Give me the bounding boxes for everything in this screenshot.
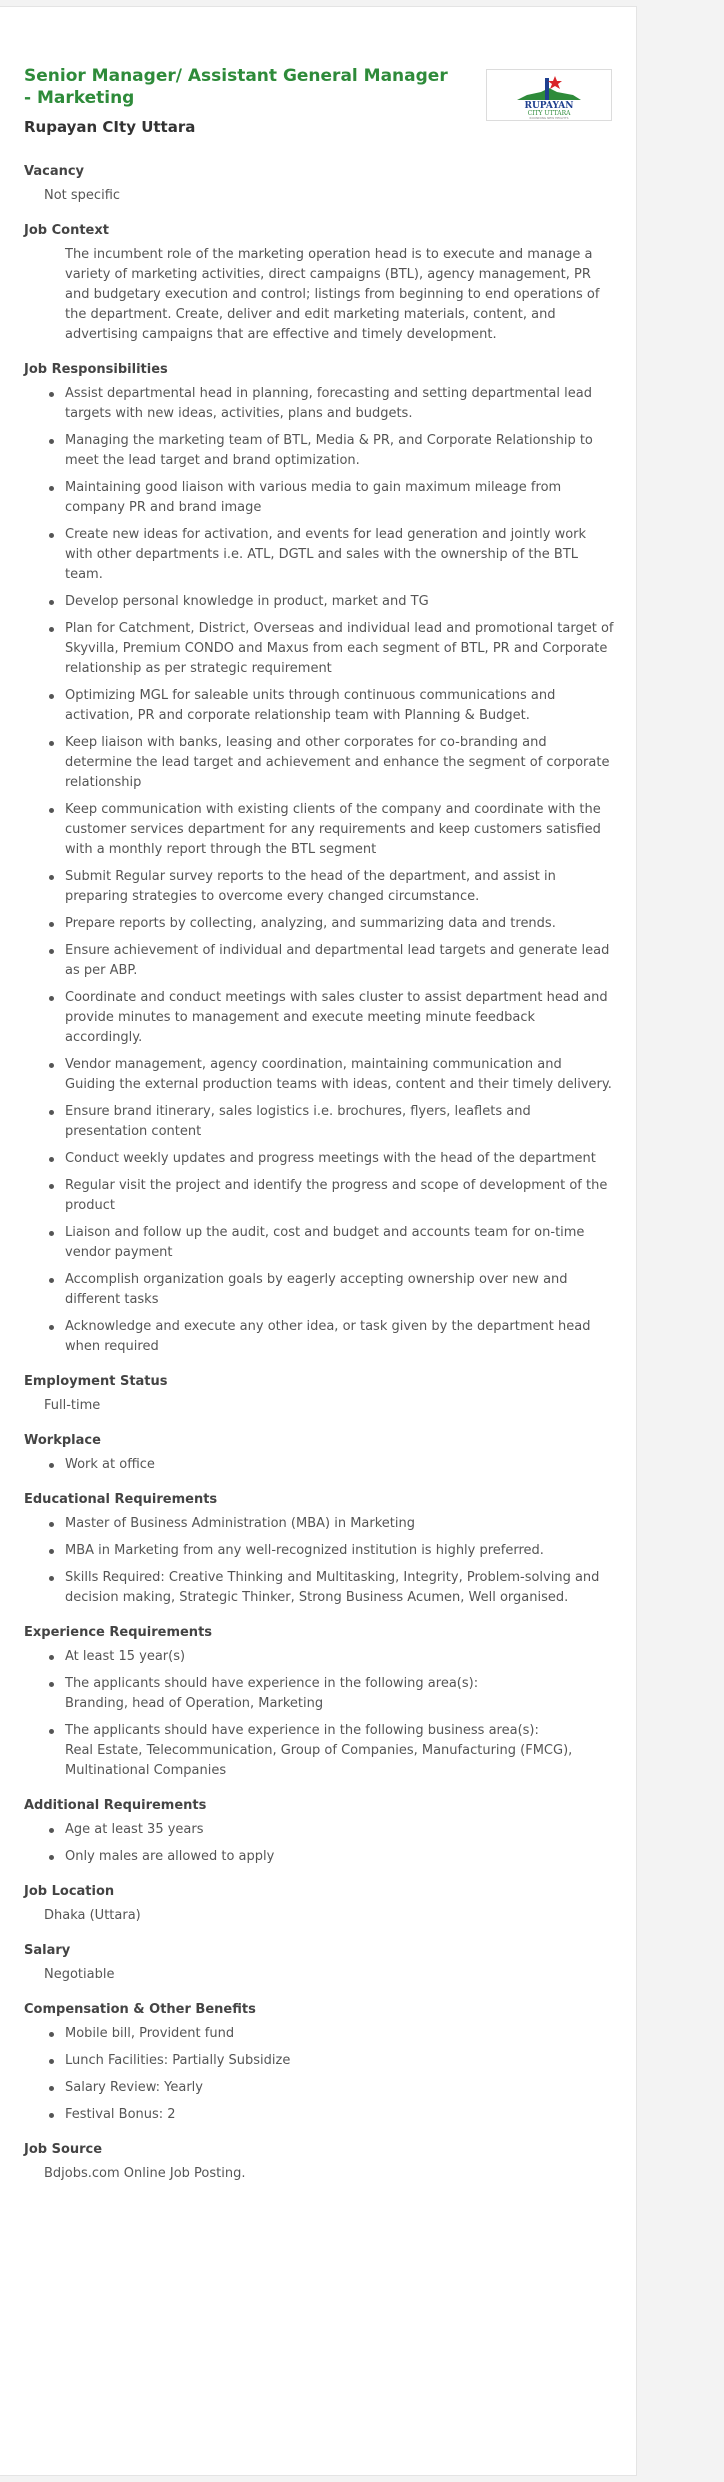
job-title: Senior Manager/ Assistant General Manager - Marketing xyxy=(24,66,448,108)
list-item: At least 15 year(s) xyxy=(65,1647,614,1667)
list-item: Ensure brand itinerary, sales logistics i.e. brochures, flyers, leaflets and presentation content xyxy=(65,1102,614,1142)
benefits-title: Compensation & Other Benefits xyxy=(24,2002,256,2017)
job-header xyxy=(24,65,454,137)
location-title: Job Location xyxy=(24,1884,115,1899)
education-title: Educational Requirements xyxy=(24,1492,218,1507)
list-item: Submit Regular survey reports to the head of the department, and assist in preparing strategies to overcome every changed circumstance. xyxy=(65,867,614,907)
job-details-card xyxy=(0,6,637,2476)
list-item: Festival Bonus: 2 xyxy=(65,2105,614,2125)
list-item: Managing the marketing team of BTL, Media & PR, and Corporate Relationship to meet the lead target and brand optimization. xyxy=(65,431,614,471)
logo-brand-text: RUPAYAN xyxy=(524,101,574,111)
job-context-title: Job Context xyxy=(24,223,109,238)
experience-area-label: The applicants should have experience in the following area(s): xyxy=(65,1676,479,1691)
list-item: Maintaining good liaison with various media to gain maximum mileage from company PR and brand image xyxy=(65,478,614,518)
list-item: Master of Business Administration (MBA) in Marketing xyxy=(65,1514,614,1534)
list-item: Only males are allowed to apply xyxy=(65,1847,614,1867)
section-location xyxy=(24,1882,614,1926)
job-source-title: Job Source xyxy=(24,2142,103,2157)
vacancy-title: Vacancy xyxy=(24,164,85,179)
section-vacancy xyxy=(24,162,614,206)
list-item: Salary Review: Yearly xyxy=(65,2078,614,2098)
experience-list xyxy=(24,1647,614,1781)
section-education xyxy=(24,1490,614,1608)
logo-star-icon xyxy=(548,76,562,89)
list-item: Work at office xyxy=(65,1455,614,1475)
additional-title: Additional Requirements xyxy=(24,1798,207,1813)
business-area-label: The applicants should have experience in the following business area(s): xyxy=(65,1723,539,1738)
list-item: Regular visit the project and identify the progress and scope of development of the product xyxy=(65,1176,614,1216)
benefits-list xyxy=(24,2024,614,2125)
list-item: Optimizing MGL for saleable units through continuous communications and activation, PR and corporate relationship team with Planning & Budget. xyxy=(65,686,614,726)
employment-status-value: Full-time xyxy=(44,1398,101,1413)
section-benefits xyxy=(24,2000,614,2125)
section-experience xyxy=(24,1623,614,1781)
logo-tag-text: ROUNDING NEW HEIGHTS xyxy=(529,116,569,120)
list-item: Conduct weekly updates and progress meetings with the head of the department xyxy=(65,1149,614,1169)
list-item: Age at least 35 years xyxy=(65,1820,614,1840)
employment-status-title: Employment Status xyxy=(24,1374,168,1389)
list-item: Coordinate and conduct meetings with sales cluster to assist department head and provide minutes to management and execute meeting minute feedback accordingly. xyxy=(65,988,614,1048)
salary-title: Salary xyxy=(24,1943,71,1958)
section-salary xyxy=(24,1941,614,1985)
list-item: MBA in Marketing from any well-recognized institution is highly preferred. xyxy=(65,1541,614,1561)
list-item: Acknowledge and execute any other idea, or task given by the department head when required xyxy=(65,1317,614,1357)
list-item: Keep liaison with banks, leasing and other corporates for co-branding and determine the lead target and achievement and enhance the segment of corporate relationship xyxy=(65,733,614,793)
experience-area-value: Branding, head of Operation, Marketing xyxy=(65,1696,324,1711)
list-item: Create new ideas for activation, and events for lead generation and jointly work with other departments i.e. ATL, DGTL and sales with the ownership of the BTL team. xyxy=(65,525,614,585)
experience-title: Experience Requirements xyxy=(24,1625,213,1640)
list-item: Ensure achievement of individual and departmental lead targets and generate lead as per ABP. xyxy=(65,941,614,981)
list-item: Lunch Facilities: Partially Subsidize xyxy=(65,2051,614,2071)
list-item xyxy=(65,1674,614,1714)
salary-value: Negotiable xyxy=(44,1967,115,1982)
logo-sub-text: CITY UTTARA xyxy=(527,110,571,117)
job-content xyxy=(24,162,614,2199)
list-item: Keep communication with existing clients of the company and coordinate with the customer services department for any requirements and keep customers satisfied with a monthly report through the BTL segment xyxy=(65,800,614,860)
additional-list xyxy=(24,1820,614,1867)
company-logo xyxy=(486,69,612,121)
list-item: Prepare reports by collecting, analyzing, and summarizing data and trends. xyxy=(65,914,614,934)
business-area-value: Real Estate, Telecommunication, Group of Companies, Manufacturing (FMCG), Multinational Companies xyxy=(65,1743,573,1778)
list-item: Accomplish organization goals by eagerly accepting ownership over new and different tasks xyxy=(65,1270,614,1310)
education-list xyxy=(24,1514,614,1608)
responsibilities-title: Job Responsibilities xyxy=(24,362,168,377)
list-item: Mobile bill, Provident fund xyxy=(65,2024,614,2044)
section-employment-status xyxy=(24,1372,614,1416)
workplace-list xyxy=(24,1455,614,1475)
list-item: Develop personal knowledge in product, market and TG xyxy=(65,592,614,612)
section-additional xyxy=(24,1796,614,1867)
list-item: Skills Required: Creative Thinking and Multitasking, Integrity, Problem-solving and decision making, Strategic Thinker, Strong Business Acumen, Well organised. xyxy=(65,1568,614,1608)
location-value: Dhaka (Uttara) xyxy=(44,1908,141,1923)
company-name: Rupayan CIty Uttara xyxy=(24,118,196,136)
list-item: Vendor management, agency coordination, maintaining communication and Guiding the external production teams with ideas, content and their timely delivery. xyxy=(65,1055,614,1095)
job-source-value: Bdjobs.com Online Job Posting. xyxy=(44,2166,246,2181)
section-workplace xyxy=(24,1431,614,1475)
logo-graphic xyxy=(487,70,611,120)
section-job-context xyxy=(24,221,614,345)
section-job-source xyxy=(24,2140,614,2184)
list-item: Liaison and follow up the audit, cost and budget and accounts team for on-time vendor payment xyxy=(65,1223,614,1263)
list-item: Assist departmental head in planning, forecasting and setting departmental lead targets with new ideas, activities, plans and budgets. xyxy=(65,384,614,424)
job-context-text: The incumbent role of the marketing operation head is to execute and manage a variety of marketing activities, direct campaigns (BTL), agency management, PR and budgetary execution and control; listings from beginning to end operations of the department. Create, deliver and edit marketing materials, content, and advertising campaigns that are effective and timely development. xyxy=(65,247,600,342)
list-item: Plan for Catchment, District, Overseas and individual lead and promotional target of Skyvilla, Premium CONDO and Maxus from each segment of BTL, PR and Corporate relationship as per strategic requirement xyxy=(65,619,614,679)
section-responsibilities xyxy=(24,360,614,1357)
vacancy-value: Not specific xyxy=(44,188,121,203)
responsibilities-list xyxy=(24,384,614,1357)
list-item xyxy=(65,1721,614,1781)
workplace-title: Workplace xyxy=(24,1433,101,1448)
